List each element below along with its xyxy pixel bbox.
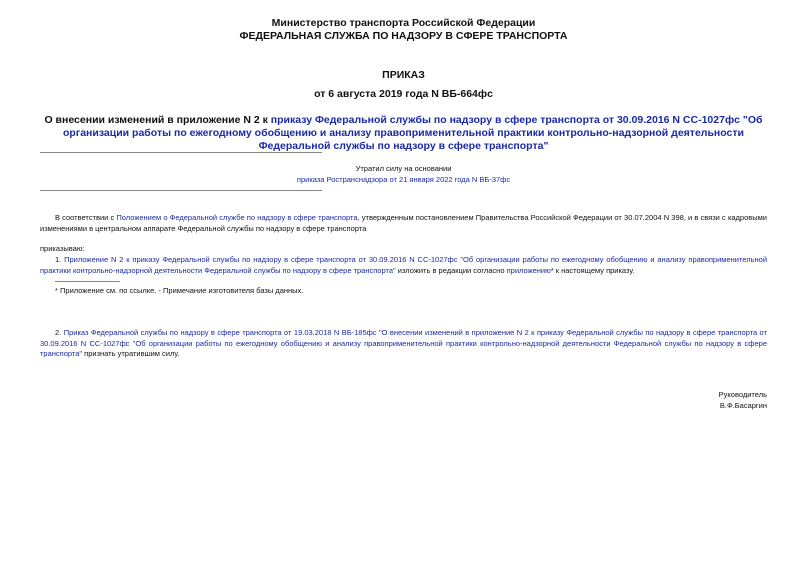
item-2-order-link[interactable]: Приказ Федеральной службы по надзору в сфере транспорта от 19.03.2018 N ВБ-185фс "О внесении изменений в приложение N 2 к приказу Федеральной службы по надзору в сфере транспорта от 30.09.2016 N СС-1027фс "Об организации работы по ежегодному обобщению и анализу правоприменительной практики контрольно-надзорной деятельности Федеральной службы по надзору в сфере транспорта" — [40, 328, 768, 358]
divider-bottom — [40, 190, 322, 191]
title-prefix: О внесении изменений в приложение N 2 к — [44, 114, 271, 126]
item-1-appendix-link[interactable]: Приложение N 2 к приказу Федеральной службы по надзору в сфере транспорта от 30.09.2016 N СС-1027фс "Об организации работы по ежегодному обобщению и анализу правоприменительной практики контрольно-надзорной деятельности Федеральной службы по надзору в сфере транспорта" — [40, 255, 768, 275]
item-1-text-1: изложить в редакции согласно — [395, 265, 507, 275]
preamble-text-1: В соответствии с — [55, 213, 117, 222]
signature-name: В.Ф.Басаргин — [719, 401, 767, 410]
item-2-number: 2. — [55, 328, 64, 337]
document-type: ПРИКАЗ — [382, 69, 425, 81]
footnote: * Приложение см. по ссылке. - Примечание изготовителя базы данных. — [55, 286, 304, 295]
footnote-divider — [55, 281, 120, 282]
ministry-name: Министерство транспорта Российской Федерации — [271, 17, 536, 29]
signature-role: Руководитель — [718, 390, 767, 399]
title-link[interactable]: приказу Федеральной службы по надзору в сфере транспорта от 30.09.2016 N СС-1027фс "Об организации работы по ежегодному обобщению и анализу правоприменительной практики контрольно-надзорной деятельности Федеральной службы по надзору в сфере транспорта" — [63, 114, 763, 152]
preamble-paragraph — [40, 213, 767, 234]
item-1-text-2: * к настоящему приказу. — [550, 265, 635, 275]
resolution-text: постановлением Правительства Российской Федерации от 30.07.2004 N 398 — [415, 213, 684, 222]
service-name: ФЕДЕРАЛЬНАЯ СЛУЖБА ПО НАДЗОРУ В СФЕРЕ ТРАНСПОРТА — [239, 30, 568, 42]
document-title — [40, 114, 767, 153]
order-word: приказываю: — [40, 244, 85, 253]
item-2-text-1: признать утратившим силу. — [82, 349, 180, 358]
item-1-number: 1. — [55, 255, 65, 264]
preamble-text-3: , и в связи с кадровыми изменениями в центральном аппарате Федеральной службы по надзору в сфере транспорта — [40, 213, 767, 233]
lost-force-label: Утратил силу на основании — [355, 164, 452, 173]
item-1-attachment-link[interactable]: приложению — [506, 265, 551, 275]
item-1 — [40, 255, 767, 276]
regulation-link[interactable]: Положением о Федеральной службе по надзору в сфере транспорта — [116, 213, 358, 222]
item-2 — [40, 328, 767, 360]
divider-top — [40, 152, 322, 153]
document-date-number: от 6 августа 2019 года N ВБ-664фс — [314, 88, 493, 100]
preamble-text-2: , утвержденным — [357, 213, 416, 222]
lost-force-link[interactable]: приказа Ространснадзора от 21 января 2022 года N ВБ-37фс — [296, 175, 511, 184]
